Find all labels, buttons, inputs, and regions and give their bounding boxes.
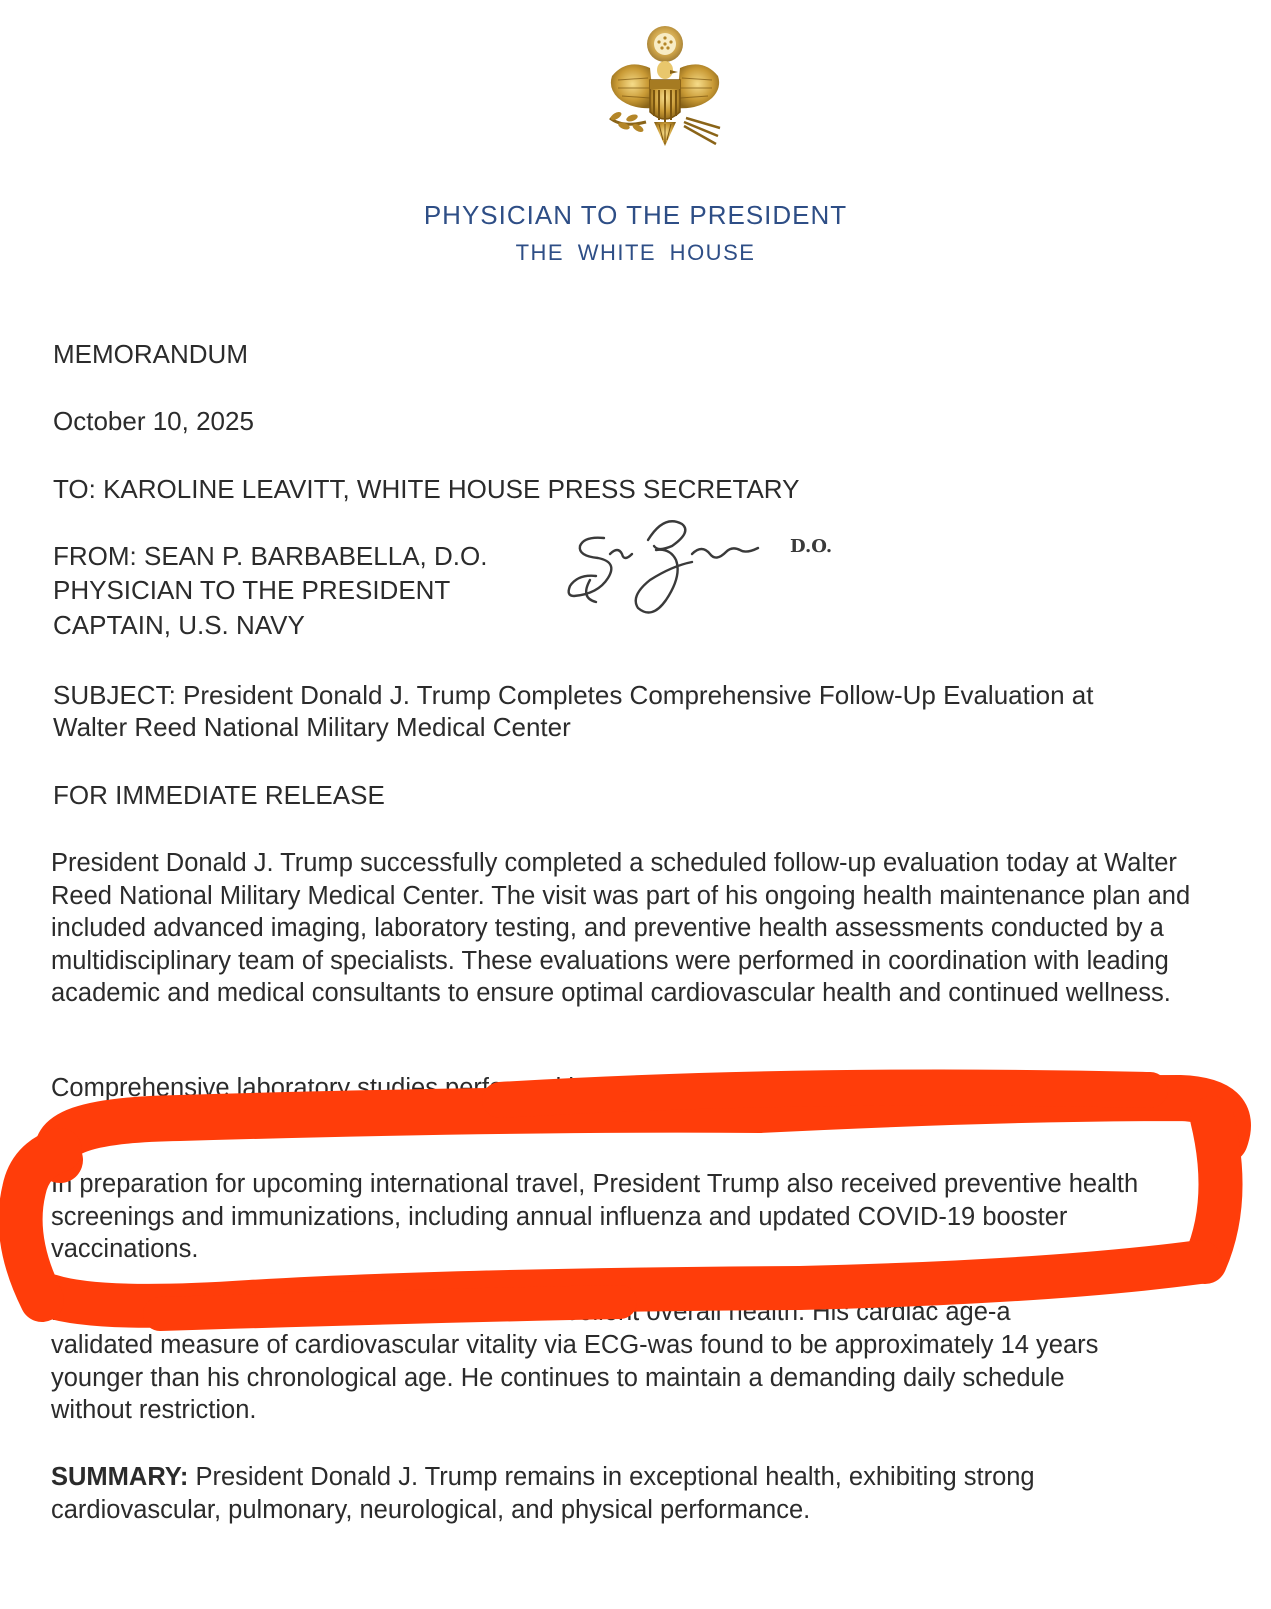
body-paragraph-3: [51, 1168, 1161, 1266]
memo-heading: MEMORANDUM: [53, 339, 248, 369]
memo-date: October 10, 2025: [53, 406, 254, 436]
paragraph-line: younger than his chronological age. He continues to maintain a demanding daily schedule: [51, 1363, 1065, 1392]
paragraph-text: President Donald J. Trump successfully completed a scheduled follow-up evaluation today at Walter Reed National Military Medical Center. The visit was part of his ongoing health maintenance plan and included advanced imaging, laboratory testing, and preventive health assessments conducted by a multidisciplinary team of specialists. These evaluations were performed in coordination with leading academic and medical consultants to ensure optimal cardiovascular health and continued wellness.: [51, 849, 1191, 1007]
presidential-eagle-seal-icon: [592, 18, 738, 166]
memo-subject-line2: Walter Reed National Military Medical Center: [53, 712, 571, 742]
paragraph-line: without restriction.: [51, 1396, 257, 1424]
body-paragraph-2-line2: including stable metabolic, hematologic,: [120, 1106, 571, 1134]
body-paragraph-2-line1: Comprehensive laboratory studies performed in conjunction with the visit were: [51, 1074, 933, 1102]
paragraph-text: In preparation for upcoming international travel, President Trump also received preventive health screenings and immunizations, including annual influenza and updated COVID-19 booster vaccinations.: [51, 1170, 1139, 1263]
memo-subject-line1: SUBJECT: President Donald J. Trump Completes Comprehensive Follow-Up Evaluation at: [53, 680, 1094, 710]
signature-suffix: D.O.: [790, 536, 833, 557]
memo-from-title: PHYSICIAN TO THE PRESIDENT: [53, 575, 451, 605]
letterhead-subtitle: THE WHITE HOUSE: [515, 240, 756, 265]
summary-label: SUMMARY:: [51, 1463, 189, 1491]
handwritten-signature: [560, 510, 850, 620]
summary-paragraph: [51, 1461, 1151, 1526]
letterhead-title: PHYSICIAN TO THE PRESIDENT: [423, 200, 848, 230]
memo-from-rank: CAPTAIN, U.S. NAVY: [53, 610, 305, 640]
paragraph-line: validated measure of cardiovascular vitality via ECG-was found to be approximately 14 years: [51, 1331, 1099, 1359]
summary-text: President Donald J. Trump remains in exceptional health, exhibiting strong cardiovascular, pulmonary, neurological, and physical performance.: [51, 1463, 1035, 1524]
body-paragraph-4-line1: President Trump continues to demonstrate excellent overall health. His cardiac age-a: [51, 1298, 1011, 1326]
memo-to: TO: KAROLINE LEAVITT, WHITE HOUSE PRESS SECRETARY: [53, 474, 800, 504]
body-paragraph-1: [51, 847, 1216, 1010]
body-paragraph-4: [51, 1329, 1201, 1427]
release-notice: FOR IMMEDIATE RELEASE: [53, 780, 385, 810]
memo-from: FROM: SEAN P. BARBABELLA, D.O.: [53, 541, 488, 571]
